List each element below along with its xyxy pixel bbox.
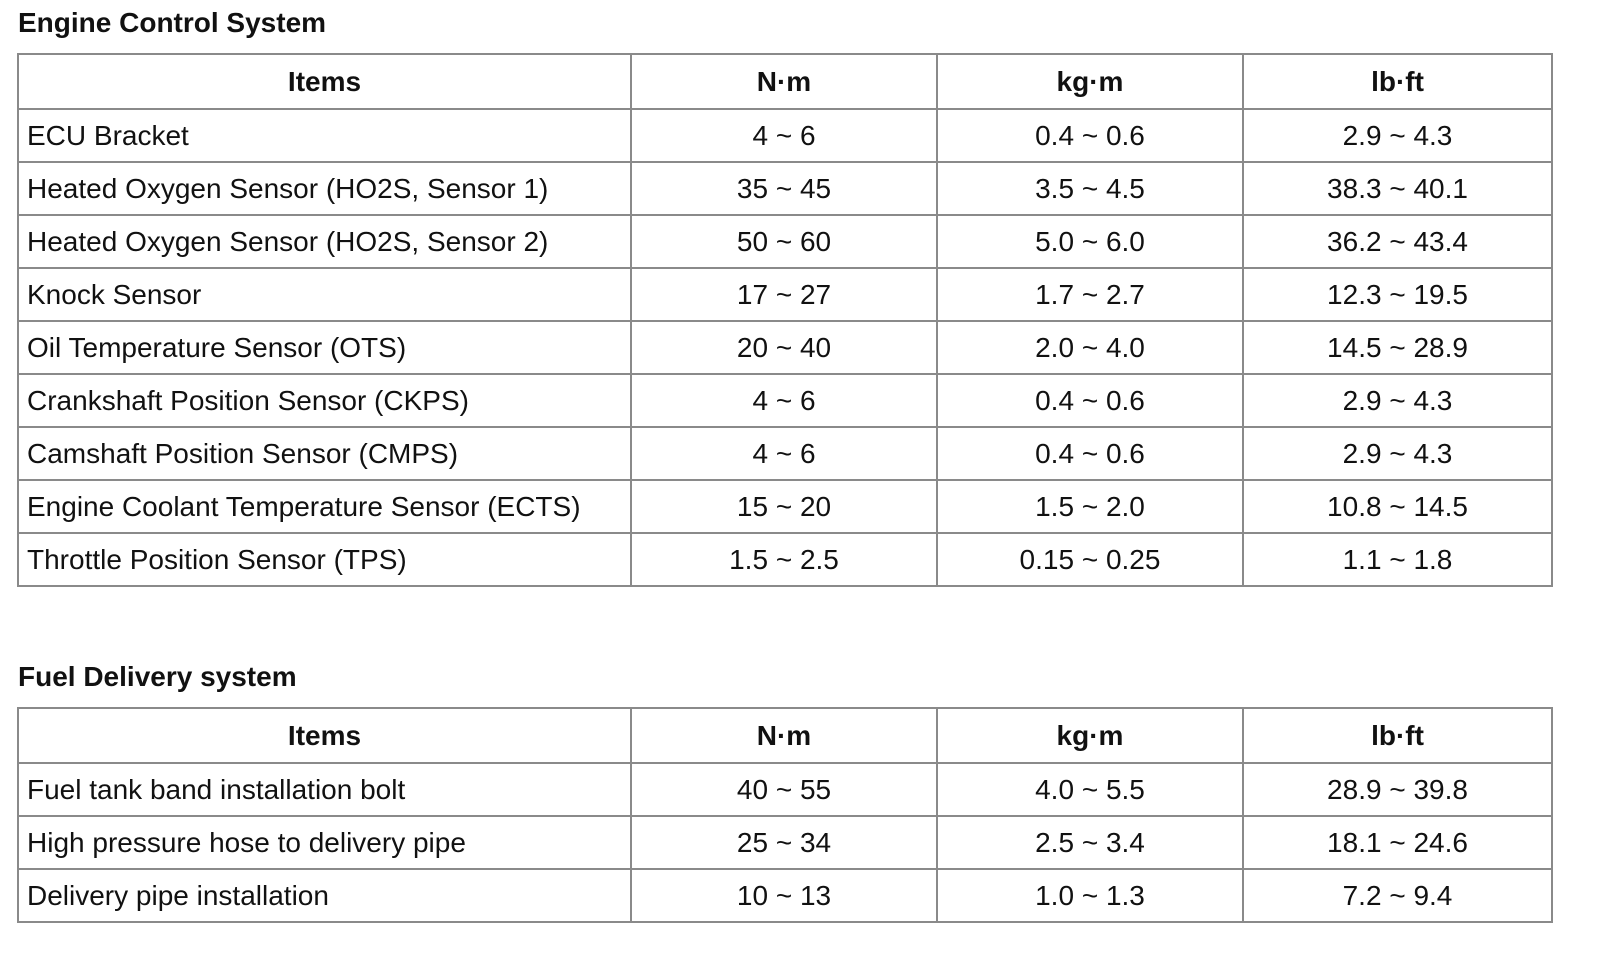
- table-row: [18, 480, 1552, 533]
- cell-item: High pressure hose to delivery pipe: [18, 816, 631, 869]
- cell-kgm: 1.0 ~ 1.3: [937, 869, 1243, 922]
- table-row: [18, 816, 1552, 869]
- table-row: [18, 268, 1552, 321]
- cell-kgm: 4.0 ~ 5.5: [937, 763, 1243, 816]
- cell-kgm: 0.4 ~ 0.6: [937, 374, 1243, 427]
- cell-item: Engine Coolant Temperature Sensor (ECTS): [18, 480, 631, 533]
- engine-control-table: [17, 53, 1553, 587]
- header-kgm: kg·m: [937, 708, 1243, 763]
- cell-kgm: 2.5 ~ 3.4: [937, 816, 1243, 869]
- header-kgm: kg·m: [937, 54, 1243, 109]
- cell-lbft: 18.1 ~ 24.6: [1243, 816, 1552, 869]
- cell-item: Heated Oxygen Sensor (HO2S, Sensor 1): [18, 162, 631, 215]
- cell-kgm: 3.5 ~ 4.5: [937, 162, 1243, 215]
- cell-item: Camshaft Position Sensor (CMPS): [18, 427, 631, 480]
- cell-nm: 10 ~ 13: [631, 869, 937, 922]
- cell-item: Heated Oxygen Sensor (HO2S, Sensor 2): [18, 215, 631, 268]
- cell-nm: 4 ~ 6: [631, 109, 937, 162]
- table-row: [18, 869, 1552, 922]
- header-lbft: lb·ft: [1243, 708, 1552, 763]
- cell-lbft: 10.8 ~ 14.5: [1243, 480, 1552, 533]
- header-items: Items: [18, 708, 631, 763]
- cell-nm: 25 ~ 34: [631, 816, 937, 869]
- cell-nm: 1.5 ~ 2.5: [631, 533, 937, 586]
- cell-kgm: 0.15 ~ 0.25: [937, 533, 1243, 586]
- table-header-row: [18, 54, 1552, 109]
- table-row: [18, 321, 1552, 374]
- cell-item: Delivery pipe installation: [18, 869, 631, 922]
- header-items: Items: [18, 54, 631, 109]
- cell-item: Oil Temperature Sensor (OTS): [18, 321, 631, 374]
- cell-kgm: 5.0 ~ 6.0: [937, 215, 1243, 268]
- table-header-row: [18, 708, 1552, 763]
- cell-nm: 4 ~ 6: [631, 374, 937, 427]
- cell-kgm: 0.4 ~ 0.6: [937, 109, 1243, 162]
- table-row: [18, 763, 1552, 816]
- cell-nm: 15 ~ 20: [631, 480, 937, 533]
- cell-lbft: 2.9 ~ 4.3: [1243, 374, 1552, 427]
- cell-item: ECU Bracket: [18, 109, 631, 162]
- cell-nm: 50 ~ 60: [631, 215, 937, 268]
- cell-lbft: 12.3 ~ 19.5: [1243, 268, 1552, 321]
- cell-lbft: 1.1 ~ 1.8: [1243, 533, 1552, 586]
- cell-lbft: 38.3 ~ 40.1: [1243, 162, 1552, 215]
- cell-item: Throttle Position Sensor (TPS): [18, 533, 631, 586]
- cell-lbft: 14.5 ~ 28.9: [1243, 321, 1552, 374]
- cell-nm: 35 ~ 45: [631, 162, 937, 215]
- table-row: [18, 533, 1552, 586]
- table-row: [18, 215, 1552, 268]
- cell-item: Knock Sensor: [18, 268, 631, 321]
- cell-lbft: 2.9 ~ 4.3: [1243, 427, 1552, 480]
- table-row: [18, 162, 1552, 215]
- fuel-delivery-title: Fuel Delivery system: [18, 661, 297, 692]
- cell-nm: 4 ~ 6: [631, 427, 937, 480]
- header-nm: N·m: [631, 54, 937, 109]
- cell-nm: 20 ~ 40: [631, 321, 937, 374]
- fuel-delivery-table: [17, 707, 1553, 923]
- cell-item: Crankshaft Position Sensor (CKPS): [18, 374, 631, 427]
- table-row: [18, 109, 1552, 162]
- cell-kgm: 1.5 ~ 2.0: [937, 480, 1243, 533]
- table-row: [18, 374, 1552, 427]
- cell-kgm: 1.7 ~ 2.7: [937, 268, 1243, 321]
- cell-lbft: 36.2 ~ 43.4: [1243, 215, 1552, 268]
- cell-lbft: 2.9 ~ 4.3: [1243, 109, 1552, 162]
- cell-kgm: 0.4 ~ 0.6: [937, 427, 1243, 480]
- table-row: [18, 427, 1552, 480]
- cell-lbft: 7.2 ~ 9.4: [1243, 869, 1552, 922]
- cell-item: Fuel tank band installation bolt: [18, 763, 631, 816]
- header-lbft: lb·ft: [1243, 54, 1552, 109]
- engine-control-title: Engine Control System: [18, 7, 327, 38]
- cell-nm: 17 ~ 27: [631, 268, 937, 321]
- cell-kgm: 2.0 ~ 4.0: [937, 321, 1243, 374]
- header-nm: N·m: [631, 708, 937, 763]
- cell-nm: 40 ~ 55: [631, 763, 937, 816]
- cell-lbft: 28.9 ~ 39.8: [1243, 763, 1552, 816]
